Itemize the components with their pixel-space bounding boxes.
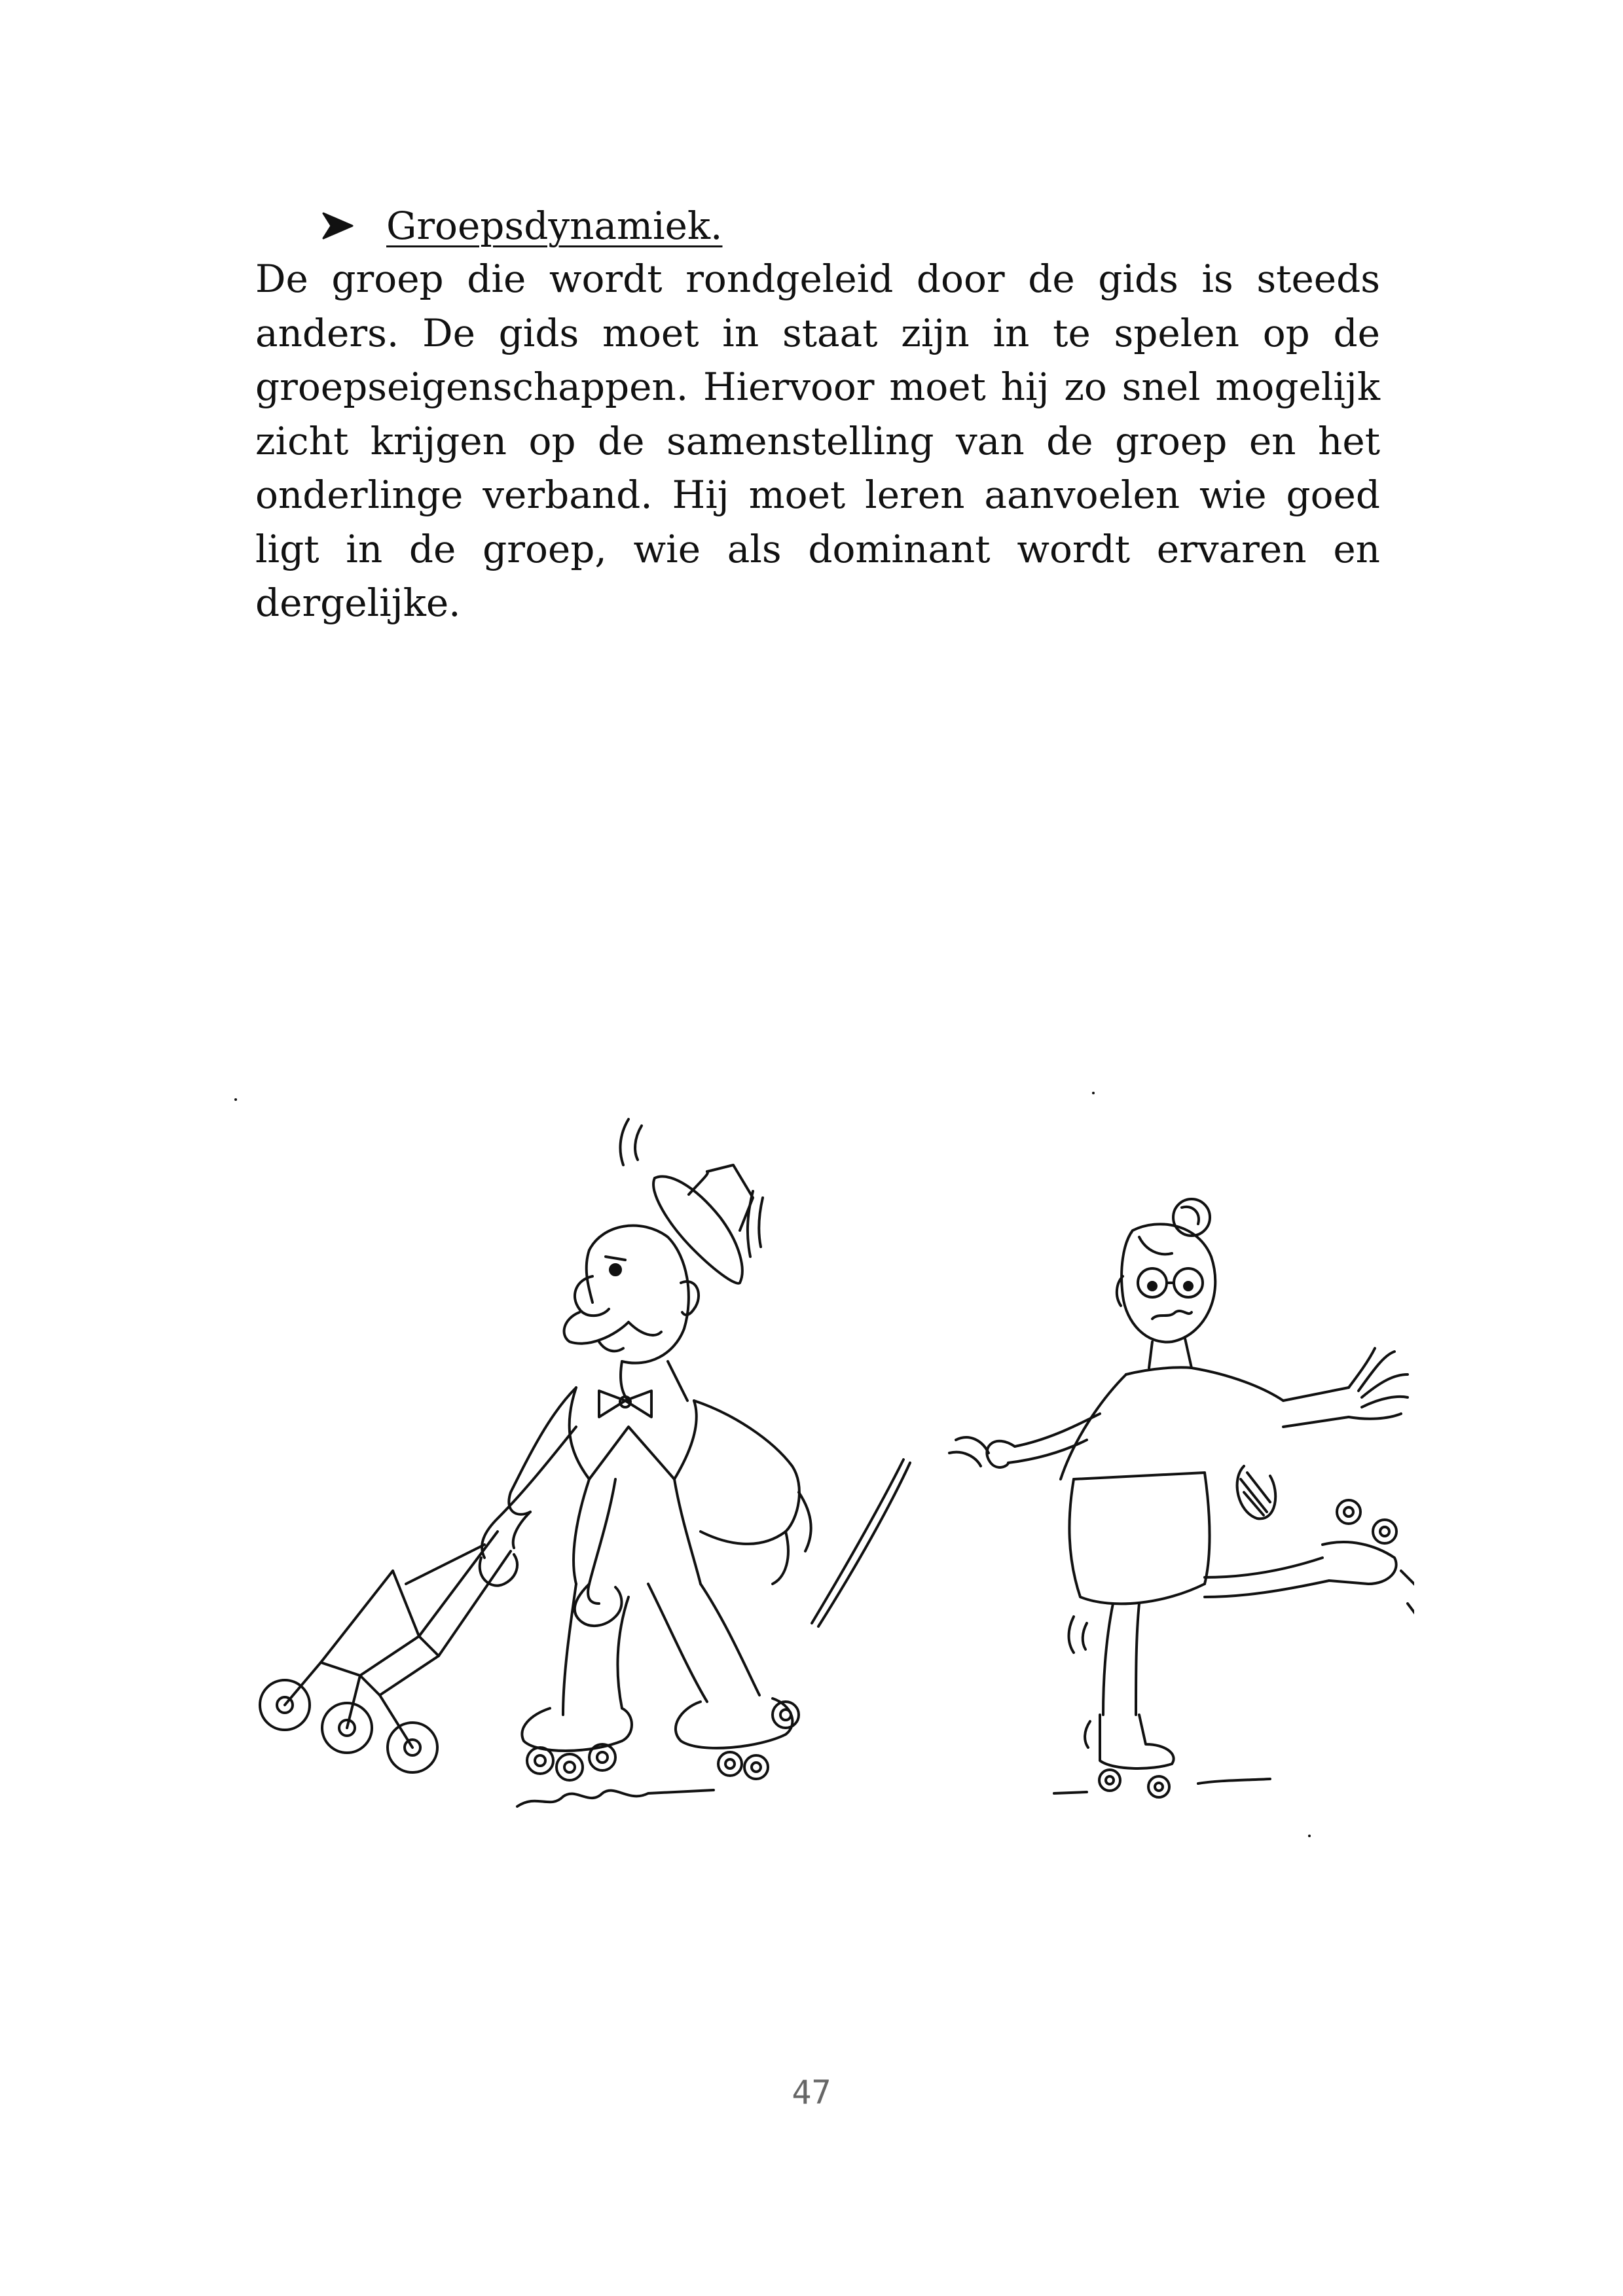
- arrowhead-bullet-icon: [321, 211, 360, 241]
- paragraph-line: onderlinge verband. Hij moet leren aanvoelen wie goed: [255, 473, 1380, 517]
- paragraph-line: dergelijke.: [255, 581, 461, 625]
- paragraph-line: zicht krijgen op de samenstelling van de groep en het: [255, 418, 1380, 463]
- paragraph-line: ligt in de groep, wie als dominant wordt ervaren en: [255, 526, 1380, 571]
- page-number: 47: [792, 2073, 831, 2111]
- section-heading: [321, 196, 722, 255]
- paragraph-line: groepseigenschappen. Hiervoor moet hij zo snel mogelijk: [255, 365, 1380, 409]
- paragraph-line: anders. De gids moet in staat zijn in te spelen op de: [255, 310, 1380, 355]
- section-heading-text: Groepsdynamiek.: [386, 204, 723, 248]
- body-paragraph: [255, 252, 1380, 630]
- paragraph-line: De groep die wordt rondgeleid door de gids is steeds: [255, 257, 1380, 301]
- cartoon-elderly-roller-skaters-illustration: [223, 1060, 1414, 1846]
